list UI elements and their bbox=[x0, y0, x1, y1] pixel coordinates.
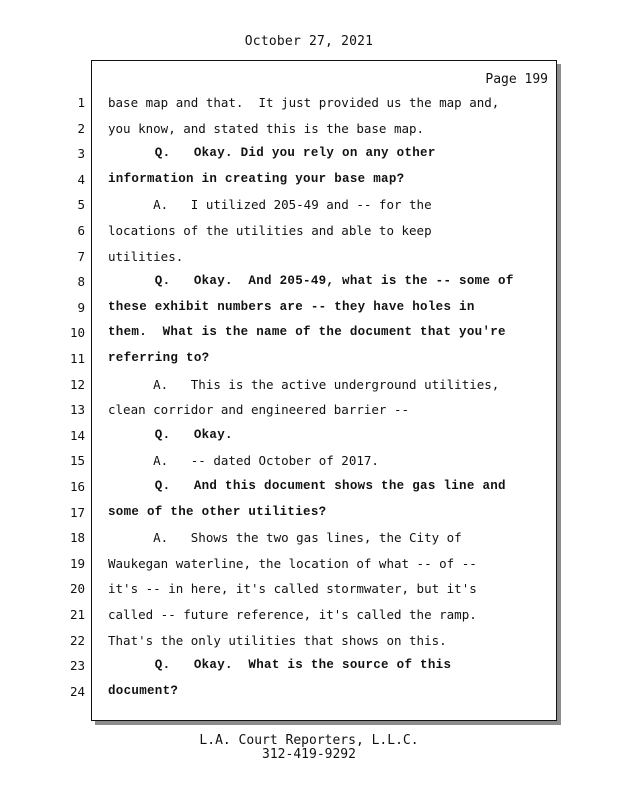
transcript-line: A. This is the active underground utilities, bbox=[108, 377, 500, 392]
line-number: 13 bbox=[69, 402, 85, 417]
footer-company: L.A. Court Reporters, L.L.C. bbox=[199, 733, 419, 748]
footer-phone: 312-419-9292 bbox=[262, 747, 356, 762]
transcript-line: Q. Okay. And 205-49, what is the -- some of bbox=[108, 274, 514, 288]
line-number: 3 bbox=[77, 146, 85, 161]
line-number: 19 bbox=[69, 556, 85, 571]
transcript-line: A. Shows the two gas lines, the City of bbox=[108, 530, 462, 545]
page-number-label: Page 199 bbox=[485, 72, 548, 87]
transcript-line: document? bbox=[108, 684, 179, 698]
line-number: 16 bbox=[69, 479, 85, 494]
transcript-line: Q. Okay. bbox=[108, 428, 233, 442]
transcript-line: Waukegan waterline, the location of what -- of -- bbox=[108, 556, 477, 571]
transcript-line: That's the only utilities that shows on this. bbox=[108, 633, 447, 648]
transcript-line: clean corridor and engineered barrier -- bbox=[108, 402, 410, 417]
line-number: 7 bbox=[77, 249, 85, 264]
line-number: 14 bbox=[69, 428, 85, 443]
line-number: 5 bbox=[77, 197, 85, 212]
transcript-line: locations of the utilities and able to keep bbox=[108, 223, 432, 238]
line-number: 9 bbox=[77, 300, 85, 315]
line-number: 20 bbox=[69, 581, 85, 596]
transcript-line: called -- future reference, it's called the ramp. bbox=[108, 607, 477, 622]
transcript-line: these exhibit numbers are -- they have holes in bbox=[108, 300, 475, 314]
line-number: 21 bbox=[69, 607, 85, 622]
transcript-date: October 27, 2021 bbox=[244, 34, 374, 49]
transcript-line: Q. Okay. Did you rely on any other bbox=[108, 146, 436, 160]
transcript-line: Q. Okay. What is the source of this bbox=[108, 658, 452, 672]
transcript-line: referring to? bbox=[108, 351, 210, 365]
line-number: 6 bbox=[77, 223, 85, 238]
line-number: 23 bbox=[69, 658, 85, 673]
line-number: 10 bbox=[69, 325, 85, 340]
transcript-line: A. I utilized 205-49 and -- for the bbox=[108, 197, 432, 212]
transcript-line: information in creating your base map? bbox=[108, 172, 405, 186]
line-number: 18 bbox=[69, 530, 85, 545]
line-number: 17 bbox=[69, 505, 85, 520]
line-number: 8 bbox=[77, 274, 85, 289]
line-number: 15 bbox=[69, 453, 85, 468]
transcript-line: it's -- in here, it's called stormwater, but it's bbox=[108, 581, 477, 596]
line-number: 22 bbox=[69, 633, 85, 648]
line-number: 4 bbox=[77, 172, 85, 187]
transcript-line: you know, and stated this is the base map. bbox=[108, 121, 425, 136]
transcript-line: them. What is the name of the document that you're bbox=[108, 325, 506, 339]
transcript-line: base map and that. It just provided us the map and, bbox=[108, 95, 500, 110]
transcript-line: A. -- dated October of 2017. bbox=[108, 453, 379, 468]
transcript-line: utilities. bbox=[108, 249, 184, 264]
line-number: 2 bbox=[77, 121, 85, 136]
line-number: 1 bbox=[77, 95, 85, 110]
line-number: 11 bbox=[69, 351, 85, 366]
transcript-line: Q. And this document shows the gas line and bbox=[108, 479, 506, 493]
transcript-line: some of the other utilities? bbox=[108, 505, 327, 519]
line-number: 12 bbox=[69, 377, 85, 392]
line-number: 24 bbox=[69, 684, 85, 699]
